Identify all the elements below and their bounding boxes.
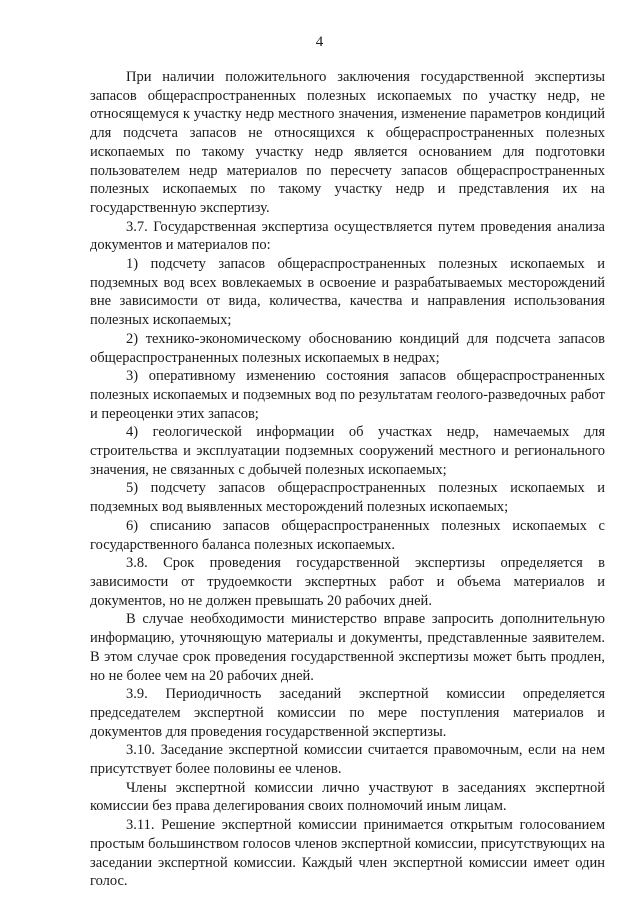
document-body (90, 68, 605, 891)
list-item-5: 5) подсчету запасов общераспространенных полезных ископаемых и подземных вод выявленных месторождений полезных ископаемых; (90, 480, 605, 516)
paragraph-3-9: 3.9. Периодичность заседаний экспертной комиссии определяется председателем экспертной комиссии по мере поступления материалов и документов для проведения государственной экспертизы. (90, 686, 605, 740)
list-item-1: 1) подсчету запасов общераспространенных полезных ископаемых и подземных вод всех вовлекаемых в освоение и разрабатываемых месторождений вне зависимости от вида, количества, качества и направления использования полезных ископаемых; (90, 256, 605, 329)
paragraph-reserve-recalculation: При наличии положительного заключения государственной экспертизы запасов общераспространенных полезных ископаемых по участку недр, не относящемуся к участку недр местного значения, изменение параметров кондиций для подсчета запасов не относящихся к общераспространенных полезных ископаемых по такому участку недр является основанием для подготовки пользователем недр материалов по пересчету запасов общераспространенных полезных ископаемых по такому участку недр и представления их на государственную экспертизу. (90, 69, 605, 216)
page-number: 4 (315, 34, 324, 50)
paragraph-3-8: 3.8. Срок проведения государственной экспертизы определяется в зависимости от трудоемкости экспертных работ и объема материалов и документов, но не должен превышать 20 рабочих дней. (90, 555, 605, 609)
paragraph-members-participation: Члены экспертной комиссии лично участвуют в заседаниях экспертной комиссии без права делегирования своих полномочий иным лицам. (90, 779, 605, 815)
paragraph-3-10: 3.10. Заседание экспертной комиссии считается правомочным, если на нем присутствует более половины ее членов. (90, 742, 605, 778)
list-item-4: 4) геологической информации об участках недр, намечаемых для строительства и эксплуатации подземных сооружений местного и регионального значения, не связанных с добычей полезных ископаемых; (90, 424, 605, 478)
list-item-6: 6) списанию запасов общераспространенных полезных ископаемых с государственного баланса полезных ископаемых. (90, 517, 605, 553)
list-item-3: 3) оперативному изменению состояния запасов общераспространенных полезных ископаемых и подземных вод по результатам геолого-разведочных работ и переоценки этих запасов; (90, 368, 605, 422)
paragraph-additional-info: В случае необходимости министерство вправе запросить дополнительную информацию, уточняющую материалы и документы, представленные заявителем. В этом случае срок проведения государственной экспертизы может быть продлен, но не более чем на 20 рабочих дней. (90, 611, 605, 684)
list-item-2: 2) технико-экономическому обоснованию кондиций для подсчета запасов общераспространенных полезных ископаемых в недрах; (90, 330, 605, 366)
paragraph-3-7: 3.7. Государственная экспертиза осуществляется путем проведения анализа документов и материалов по: (90, 218, 605, 254)
paragraph-3-11: 3.11. Решение экспертной комиссии принимается открытым голосованием простым большинством голосов членов экспертной комиссии, присутствующих на заседании экспертной комиссии. Каждый член экспертной комиссии имеет один голос. (90, 817, 605, 890)
